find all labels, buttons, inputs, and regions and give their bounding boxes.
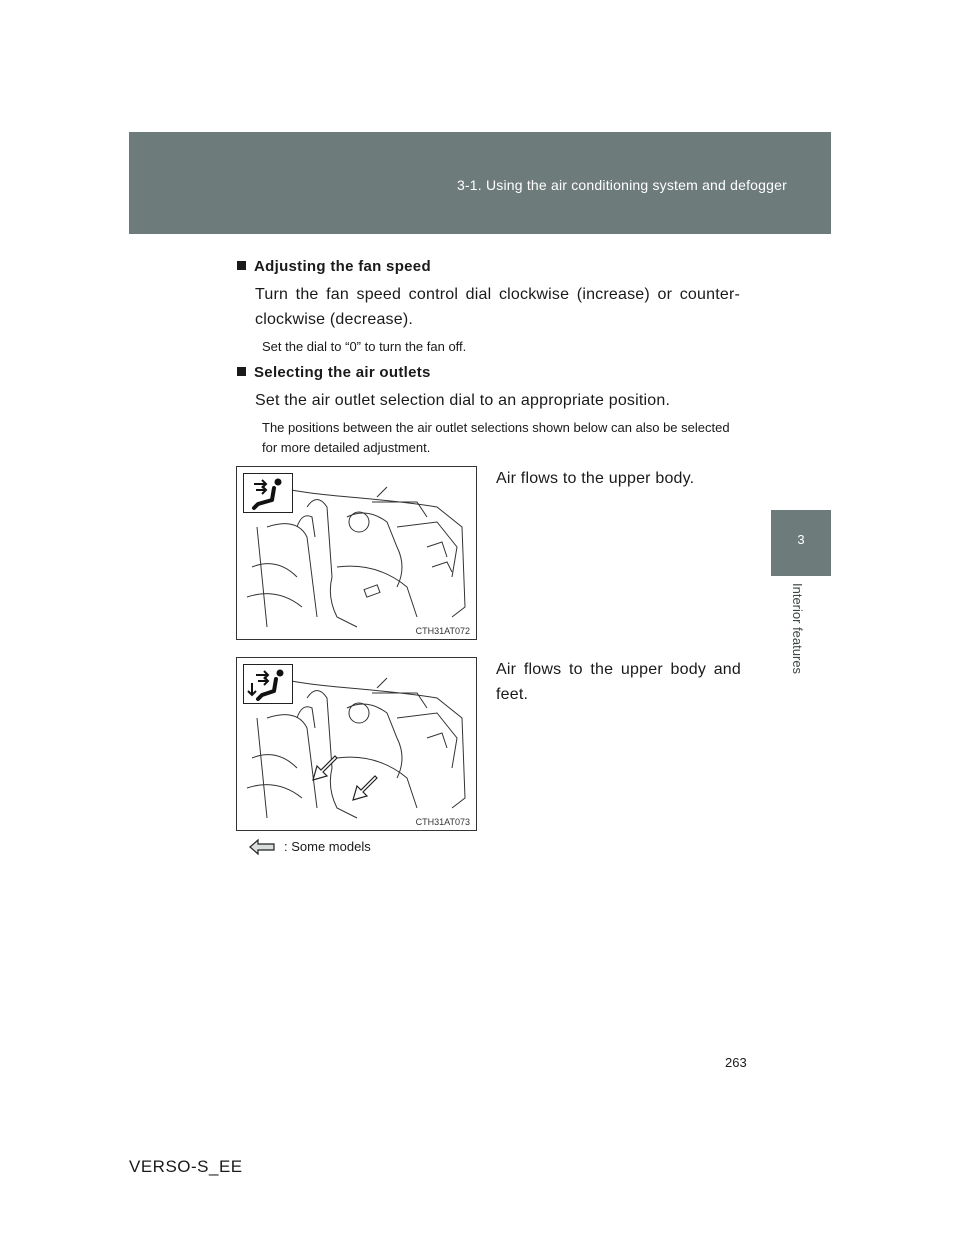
body-air-outlets: Set the air outlet selection dial to an appropriate position.	[255, 392, 671, 409]
body-fan-speed: Turn the fan speed control dial clockwise (increase) or counter-clockwise (decrease).	[255, 286, 740, 328]
face-vent-icon	[243, 473, 293, 513]
figure-code: CTH31AT072	[415, 626, 470, 636]
legend-text: : Some models	[284, 839, 371, 854]
note-air-outlets: The positions between the air outlet selections shown below can also be selected for more detailed adjustment.	[262, 420, 730, 455]
chapter-label-text: Interior features	[790, 583, 805, 675]
bi-level-vent-icon	[243, 664, 293, 704]
figure-description-bi-level: Air flows to the upper body and feet.	[496, 661, 741, 703]
section-title: 3-1. Using the air conditioning system and defogger	[456, 177, 787, 193]
model-code: VERSO-S_EE	[129, 1157, 243, 1176]
arrow-left-icon	[248, 838, 276, 856]
page-number: 263	[725, 1055, 747, 1070]
square-bullet-icon	[237, 261, 246, 270]
chapter-tab[interactable]	[771, 510, 831, 576]
chapter-header	[129, 132, 831, 234]
figure-bi-level-mode	[236, 657, 477, 831]
figure-code: CTH31AT073	[415, 817, 470, 827]
square-bullet-icon	[237, 367, 246, 376]
heading-air-outlets: Selecting the air outlets	[237, 364, 431, 381]
chapter-number: 3	[797, 532, 805, 547]
figure-face-mode	[236, 466, 477, 640]
heading-fan-speed: Adjusting the fan speed	[237, 258, 431, 275]
figure-description-face: Air flows to the upper body.	[496, 470, 695, 487]
chapter-label	[787, 583, 807, 693]
note-fan-speed: Set the dial to “0” to turn the fan off.	[262, 339, 467, 354]
